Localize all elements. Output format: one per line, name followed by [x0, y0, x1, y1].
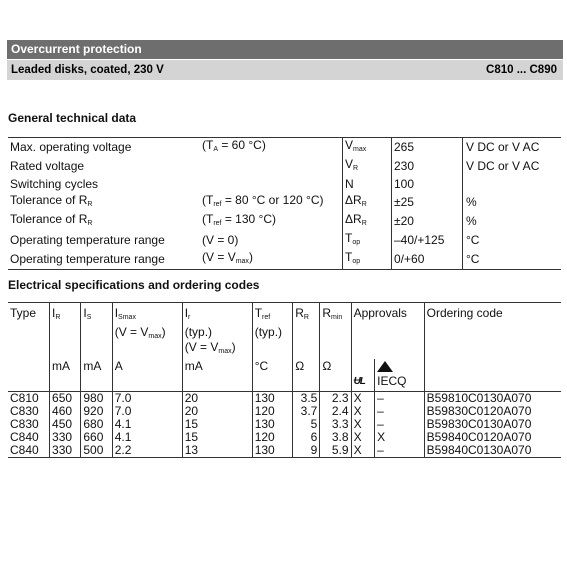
spec-rr: 3.5: [293, 392, 320, 406]
general-row: [8, 157, 561, 176]
general-unit: %: [463, 212, 562, 231]
spec-is: 980: [81, 392, 112, 406]
unit-ir2: mA: [182, 359, 252, 392]
spec-tref: 120: [252, 431, 292, 444]
spec-is: 660: [81, 431, 112, 444]
general-value: –40/+125: [392, 231, 463, 250]
spec-row: [8, 444, 561, 458]
spec-tref: 130: [252, 444, 292, 458]
general-row: [8, 193, 561, 212]
unit-is: mA: [81, 359, 112, 392]
col-ir-header: $I_R$: [50, 303, 81, 360]
general-unit: %: [463, 193, 562, 212]
general-unit: V DC or V AC: [463, 138, 562, 158]
unit-rmin: Ω: [320, 359, 351, 392]
spec-ir: 450: [50, 418, 81, 431]
spec-ismax: 2.2: [112, 444, 182, 458]
spec-code: B59810C0130A070: [424, 392, 561, 406]
general-row: [8, 250, 561, 270]
general-sym: $T_{op}$: [343, 250, 392, 270]
spec-ir: 460: [50, 405, 81, 418]
general-value: 230: [392, 157, 463, 176]
spec-type: C810: [8, 392, 50, 406]
unit-row: [8, 359, 561, 392]
general-value: ±25: [392, 193, 463, 212]
spec-rr: 6: [293, 431, 320, 444]
spec-type: C840: [10, 430, 39, 444]
category-header: [7, 40, 563, 59]
unit-ir: mA: [50, 359, 81, 392]
spec-ul: X: [351, 444, 375, 458]
general-param: Operating temperature range: [10, 233, 165, 248]
general-value: ±20: [392, 212, 463, 231]
iecq-triangle-icon: [377, 361, 393, 372]
general-value: 100: [392, 176, 463, 193]
spec-rmin: 5.9: [320, 444, 351, 458]
spec-is: 920: [81, 405, 112, 418]
spec-ul: X: [351, 392, 375, 406]
spec-rr: 3.7: [293, 405, 320, 418]
general-row: [8, 138, 561, 158]
spec-code: B59830C0120A070: [424, 405, 561, 418]
general-row: [8, 231, 561, 250]
spec-rr: 5: [293, 418, 320, 431]
spec-tref: 130: [252, 418, 292, 431]
spec-tref: 130: [252, 392, 292, 406]
spec-ir: 330: [50, 431, 81, 444]
col-tref-header: $T_{ref}$ (typ.): [252, 303, 292, 360]
col-ordering-header: Ordering code: [424, 303, 561, 360]
general-unit: [463, 176, 562, 193]
spec-ismax: 4.1: [112, 431, 182, 444]
general-unit: °C: [463, 250, 562, 270]
subtitle-bar: [7, 60, 563, 80]
general-sym: $\Delta R_R$: [343, 193, 392, 212]
spec-type: C830: [10, 404, 39, 418]
unit-tref: °C: [252, 359, 292, 392]
spec-ir2: 13: [182, 444, 252, 458]
iecq-mark: [375, 359, 425, 392]
spec-code: B59830C0130A070: [424, 418, 561, 431]
general-unit: °C: [463, 231, 562, 250]
general-data-table: [8, 137, 561, 270]
electrical-spec-table: [8, 302, 561, 458]
electrical-spec-title: Electrical specifications and ordering codes: [8, 278, 260, 292]
general-value: 265: [392, 138, 463, 158]
spec-rmin: 3.8: [320, 431, 351, 444]
spec-ir2: 15: [182, 431, 252, 444]
spec-rr: 9: [293, 444, 320, 458]
general-cond: [200, 176, 343, 193]
spec-type: C830: [10, 417, 39, 431]
general-param: Rated voltage: [10, 159, 85, 173]
spec-ismax: 7.0: [112, 405, 182, 418]
general-cond: ($T_{ref} = 130$ °C): [202, 212, 276, 228]
general-param: Switching cycles: [10, 177, 99, 192]
col-type-header: Type: [8, 303, 50, 360]
general-sym: $\Delta R_R$: [343, 212, 392, 231]
general-sym: N: [343, 176, 392, 193]
spec-row: [8, 392, 561, 406]
spec-ul: X: [351, 405, 375, 418]
spec-ul: X: [351, 418, 375, 431]
spec-iecq: –: [375, 392, 425, 406]
spec-code: B59840C0120A070: [424, 431, 561, 444]
spec-ul: X: [351, 431, 375, 444]
spec-is: 680: [81, 418, 112, 431]
spec-iecq: X: [375, 431, 425, 444]
spec-ismax: 4.1: [112, 418, 182, 431]
spec-code: B59840C0130A070: [424, 444, 561, 458]
general-sym: $T_{op}$: [343, 231, 392, 250]
spec-rmin: 2.3: [320, 392, 351, 406]
general-row: [8, 176, 561, 193]
spec-ir2: 20: [182, 405, 252, 418]
general-cond: ($T_A = 60$ °C): [200, 138, 343, 158]
type-range: C810 ... C890: [486, 64, 557, 76]
general-sym: $V_{max}$: [343, 138, 392, 158]
ul-mark: [351, 359, 375, 392]
col-rr-header: $R_R$: [293, 303, 320, 360]
spec-iecq: –: [375, 418, 425, 431]
general-cond: (V = 0): [202, 233, 239, 248]
unit-ismax: A: [112, 359, 182, 392]
general-cond: $(V = V_{max})$: [200, 250, 343, 270]
product-subtitle: Leaded disks, coated, 230 V: [11, 64, 164, 76]
col-rmin-header: $R_{min}$: [320, 303, 351, 360]
spec-iecq: –: [375, 405, 425, 418]
unit-rr: Ω: [293, 359, 320, 392]
spec-is: 500: [81, 444, 112, 458]
general-param: Tolerance of $R_R$: [10, 212, 93, 228]
col-ir2-header: $I_r$ (typ.) $(V = V_{max})$: [182, 303, 252, 360]
spec-ir: 650: [50, 392, 81, 406]
col-approvals-header: Approvals: [351, 303, 424, 360]
spec-rmin: 3.3: [320, 418, 351, 431]
general-value: 0/+60: [392, 250, 463, 270]
spec-ismax: 7.0: [112, 392, 182, 406]
general-unit: V DC or V AC: [463, 157, 562, 176]
general-cond: [200, 157, 343, 176]
general-param: Tolerance of $R_R$: [10, 193, 93, 209]
spec-tref: 120: [252, 405, 292, 418]
general-data-title: General technical data: [8, 111, 137, 125]
col-ismax-header: $I_{Smax}$ $(V = V_{max})$: [112, 303, 182, 360]
spec-type: C840: [8, 444, 50, 458]
ul-logo-icon: ɄL: [353, 376, 365, 387]
spec-ir2: 20: [182, 392, 252, 406]
general-sym: $V_R$: [343, 157, 392, 176]
spec-ir: 330: [50, 444, 81, 458]
general-row: [8, 212, 561, 231]
spec-rmin: 2.4: [320, 405, 351, 418]
iecq-label: IECQ: [377, 374, 407, 388]
general-param: Operating temperature range: [8, 250, 200, 270]
spec-iecq: –: [375, 444, 425, 458]
general-cond: ($T_{ref} = 80$ °C or 120 °C): [202, 193, 324, 209]
spec-ir2: 15: [182, 418, 252, 431]
header-row: [8, 303, 561, 360]
general-param: Max. operating voltage: [8, 138, 200, 158]
category-title: Overcurrent protection: [11, 42, 142, 56]
col-is-header: $I_S$: [81, 303, 112, 360]
